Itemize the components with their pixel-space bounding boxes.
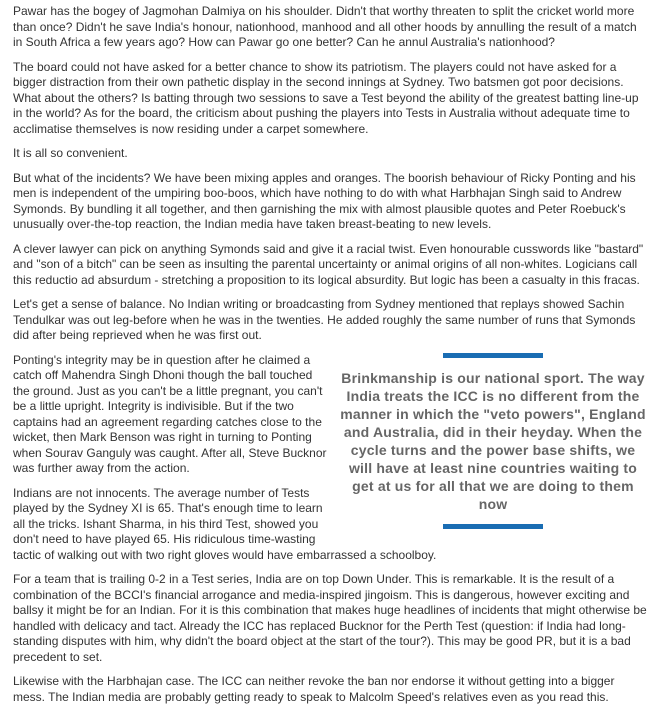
article-paragraph: The board could not have asked for a better chance to show its patriotism. The players could not have asked for a bigger distraction from their own pathetic display in the second innings at Sydney. Two batsmen got poor decisions. What about the others? Is batting through two sessions to save a Test beyond the ability of the greatest batting line-up in the world? As for the board, the criticism about pushing the players into Tests in Australia without adequate time to acclimatise themselves is now residing under a carpet somewhere.	[13, 59, 639, 136]
quote-top-rule	[443, 353, 543, 358]
article-paragraph: A clever lawyer can pick on anything Symonds said and give it a racial twist. Even honourable cusswords like "bastard" and "son of a bitch" can be seen as insulting the parental uncertainty or animal origins of all non-whites. Logicians call this reductio ad absurdum - stretching a proposition to its logical absurdity. But logic has been a casualty in this fracas.	[13, 241, 644, 287]
article-paragraph: Pawar has the bogey of Jagmohan Dalmiya on his shoulder. Didn't that worthy threaten to split the cricket world more than once? Didn't he save India's honour, nationhood, manhood and all other hoods by annulling the result of a match in South Africa a few years ago? How can Pawar go one better? Can he annul Australia's nationhood?	[13, 4, 637, 49]
pull-quote	[338, 353, 648, 529]
article-paragraph: For a team that is trailing 0-2 in a Test series, India are on top Down Under. This is remarkable. It is the result of a combination of the BCCI's financial arrogance and media-inspired jingoism. This is dangerous, however exciting and ballsy it might be for an Indian. For it is this combination that makes huge headlines of incidents that might otherwise be handled with delicacy and tact. Already the ICC has replaced Bucknor for the Perth Test (question: if India had long-standing disputes with him, why didn't the board object at the start of the tour?). This may be good PR, but it is a bad precedent to set.	[13, 572, 647, 664]
article-paragraph: Likewise with the Harbhajan case. The ICC can neither revoke the ban nor endorse it without getting into a bigger mess. The Indian media are probably getting ready to speak to Malcolm Speed's relatives even as you read this.	[13, 674, 615, 704]
article-paragraph: It is all so convenient.	[13, 146, 128, 160]
pull-quote-text: Brinkmanship is our national sport. The way India treats the ICC is no different from the manner in which the "veto powers", England and Australia, did in their heyday. When the cycle turns and the power base shifts, we will have at least nine countries waiting to get at us for all that we are doing to them now	[340, 369, 646, 512]
article-paragraph: Indians are not innocents. The average number of Tests played by the Sydney XI is 65. That's enough time to learn all the tricks. Ishant Sharma, in his third Test, showed you don't need to have played 65. His ridiculous time-wasting tactic of walking out with two right gloves would have embarrassed a schoolboy.	[13, 485, 437, 562]
quote-bottom-rule	[443, 524, 543, 529]
article-paragraph: But what of the incidents? We have been mixing apples and oranges. The boorish behaviour of Ricky Ponting and his men is independent of the umpiring boo-boos, which have nothing to do with what Harbhajan Singh said to Andrew Symonds. By bundling it all together, and then garnishing the mix with almost plausible quotes and Peter Roebuck's unusually over-the-top reaction, the Indian media have taken breast-beating to new levels.	[13, 170, 636, 231]
article-paragraph: Ponting's integrity may be in question after he claimed a catch off Mahendra Singh Dhoni though the ball touched the ground. Just as you can't be a little pregnant, you can't be a little upright. Integrity is indivisible. But if the two captains had an agreement regarding catches close to the wicket, then Mark Benson was right in turning to Ponting when Sourav Ganguly was caught. After all, Steve Bucknor was further away from the action.	[13, 352, 327, 475]
article-paragraph: Let's get a sense of balance. No Indian writing or broadcasting from Sydney mentioned that replays showed Sachin Tendulkar was out leg-before when he was in the twenties. He added roughly the same number of runs that Symonds did after being reprieved when he was first out.	[13, 297, 636, 342]
